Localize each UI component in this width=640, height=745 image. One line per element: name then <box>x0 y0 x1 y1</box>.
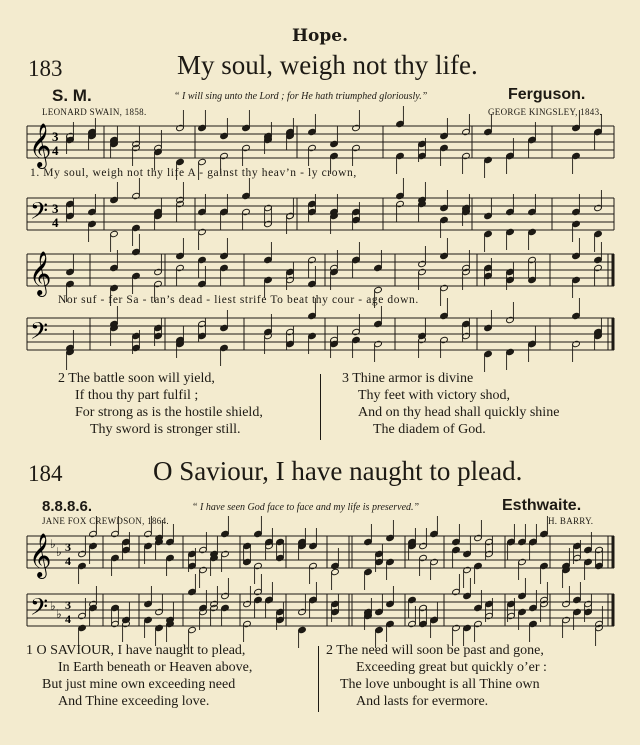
svg-text:4: 4 <box>52 143 59 158</box>
verse-line: 1 O SAVIOUR, I have naught to plead, <box>26 643 246 658</box>
verse-line: 2 The battle soon will yield, <box>58 371 215 386</box>
music-staff-treble <box>0 246 640 296</box>
hymn-title: My soul, weigh not thy life. <box>177 50 478 80</box>
verse-line: Exceeding great but quickly o’er : <box>356 660 547 675</box>
tune-name: Esthwaite. <box>502 497 582 514</box>
verse-divider <box>320 374 321 440</box>
meter: S. M. <box>52 86 92 105</box>
svg-text:3: 3 <box>65 598 71 612</box>
verse-3 <box>342 370 559 438</box>
svg-text:4: 4 <box>52 215 59 230</box>
verse-line: Thy sword is stronger still. <box>90 422 241 437</box>
meter: 8.8.8.6. <box>42 498 93 515</box>
music-staff-bass <box>0 310 640 360</box>
svg-text:𝄞: 𝄞 <box>29 251 52 295</box>
lyrics-line-2: Nor suf - fer Sa - tan’s dead - liest strife To beat thy cour - age down. <box>58 294 419 306</box>
verse-line: Thy feet with victory shod, <box>358 388 511 403</box>
svg-text:4: 4 <box>65 554 71 568</box>
svg-text:𝄢: 𝄢 <box>30 317 49 350</box>
scripture-quote: “ I have seen God face to face and my life is preserved.” <box>192 502 420 513</box>
music-staff-bass <box>0 586 640 636</box>
svg-text:3: 3 <box>52 201 59 216</box>
verse-line: In Earth beneath or Heaven above, <box>58 660 253 675</box>
verse-line: The love unbought is all Thine own <box>340 677 540 692</box>
verse-line: And Thine exceeding love. <box>58 694 210 709</box>
lyrics-line-1: 1. My soul, weigh not thy life A - gainst thy heav’n - ly crown, <box>30 167 357 179</box>
verse-divider <box>318 646 319 712</box>
svg-text:𝄢: 𝄢 <box>30 197 49 230</box>
verse-line: And on thy head shall quickly shine <box>358 405 560 420</box>
composer-credit: GEORGE KINGSLEY, 1843. <box>488 107 602 117</box>
svg-text:♭: ♭ <box>56 545 62 559</box>
verse-2 <box>326 642 547 710</box>
svg-text:𝄞: 𝄞 <box>29 533 52 577</box>
music-staff-treble <box>0 528 640 578</box>
hymn-number: 183 <box>28 56 63 81</box>
svg-text:♭: ♭ <box>50 537 56 551</box>
svg-text:𝄞: 𝄞 <box>29 123 52 167</box>
verse-line: If thou thy part fulfil ; <box>75 388 199 403</box>
svg-text:3: 3 <box>65 540 71 554</box>
music-staff-bass <box>0 190 640 240</box>
verse-2 <box>58 370 263 438</box>
svg-text:3: 3 <box>52 129 59 144</box>
verse-1 <box>26 642 252 710</box>
verse-line: 2 The need will soon be past and gone, <box>326 643 544 658</box>
hymn-number: 184 <box>28 461 63 486</box>
svg-text:𝄢: 𝄢 <box>30 593 49 626</box>
svg-text:4: 4 <box>65 612 71 626</box>
svg-text:♭: ♭ <box>50 599 56 613</box>
verse-line: The diadem of God. <box>373 422 486 437</box>
hymn-title: O Saviour, I have naught to plead. <box>153 456 523 486</box>
section-title: Hope. <box>291 26 349 46</box>
music-staff-treble <box>0 118 640 168</box>
author-credit: LEONARD SWAIN, 1858. <box>42 107 147 117</box>
verse-line: For strong as is the hostile shield, <box>75 405 263 420</box>
verse-line: 3 Thine armor is divine <box>342 371 474 386</box>
verse-line: But just mine own exceeding need <box>42 677 236 692</box>
scripture-quote: “ I will sing unto the Lord ; for He hath triumphed gloriously.” <box>174 91 428 102</box>
verse-line: And lasts for evermore. <box>356 694 489 709</box>
svg-text:♭: ♭ <box>56 607 62 621</box>
tune-name: Ferguson. <box>508 86 586 103</box>
author-credit: JANE FOX CREWDSON, 1864. <box>42 516 169 526</box>
composer-credit: H. BARRY. <box>548 516 594 526</box>
